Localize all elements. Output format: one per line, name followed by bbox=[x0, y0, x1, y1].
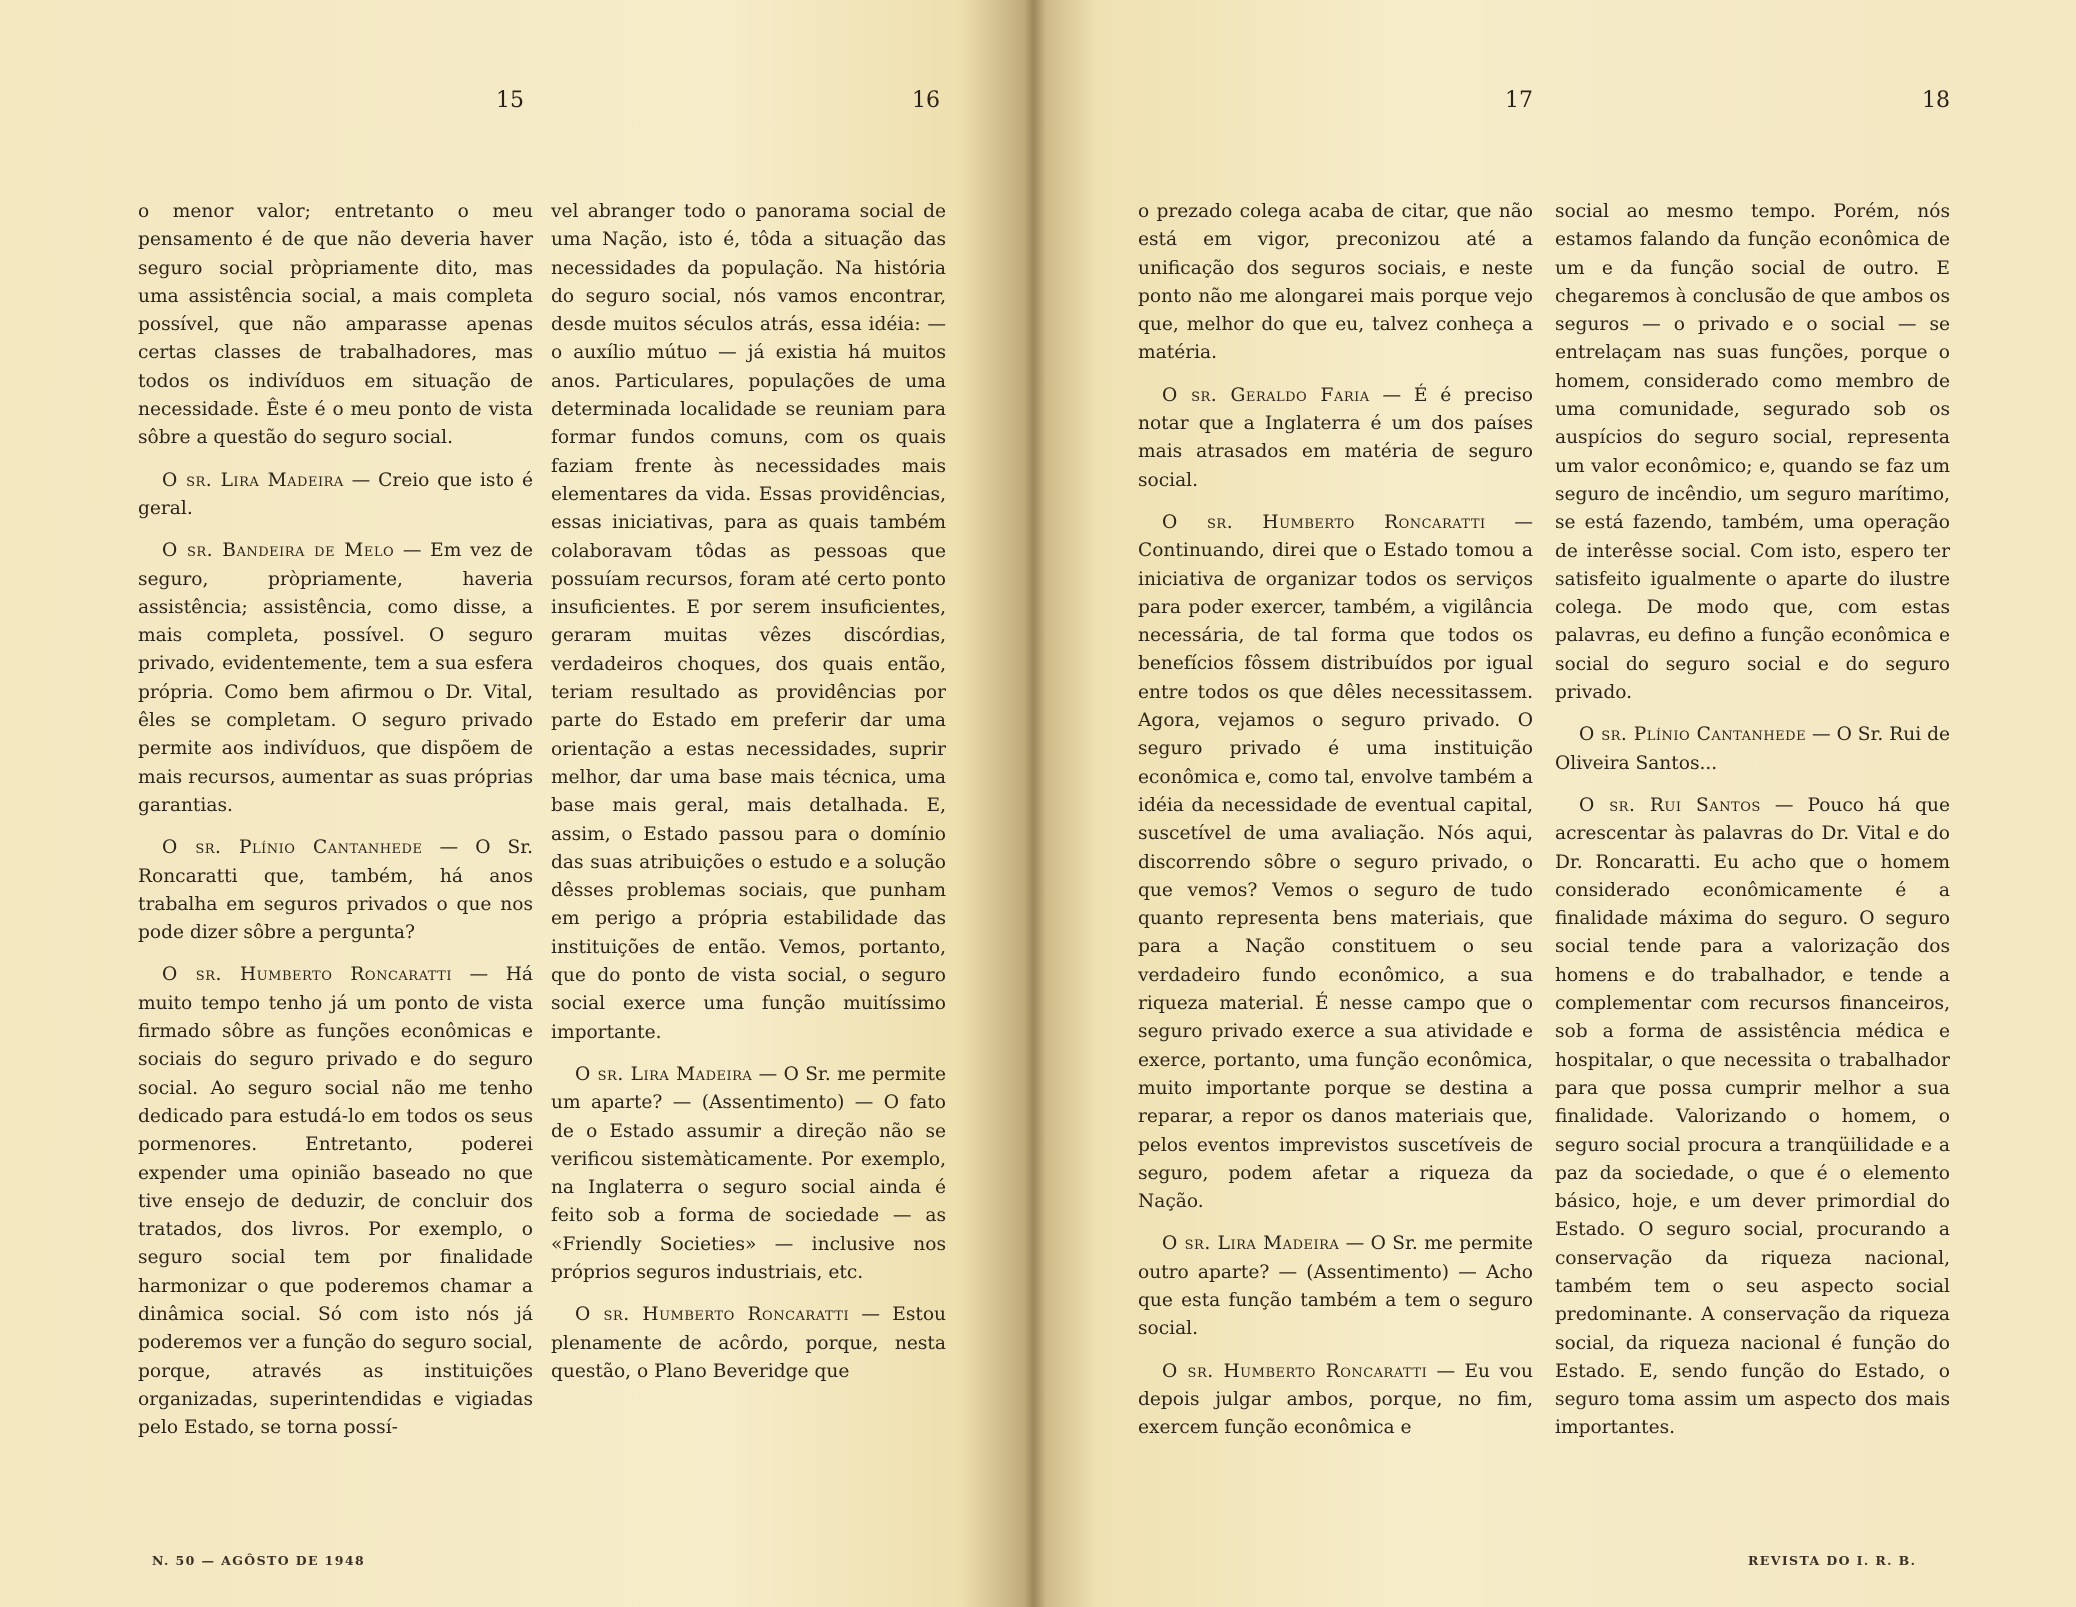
paragraph-text: o menor valor; entretanto o meu pensamento é de que não deveria haver seguro social pròpriamente dito, mas uma assistência social, a mais completa possível, que não amparasse apenas certas classes de trabalhadores, mas todos os indivíduos em situação de necessidade. Êste é o meu ponto de vista sôbre a questão do seguro social. bbox=[138, 201, 533, 449]
page-18-column bbox=[1555, 198, 1950, 1457]
paragraph-text: o prezado colega acaba de citar, que não está em vigor, preconizou até a unificação dos seguros sociais, e neste ponto não me alongarei mais porque vejo que, melhor do que eu, talvez conheça a matéria. bbox=[1138, 201, 1533, 364]
speaker-name: O sr. Humberto Roncaratti bbox=[575, 1304, 850, 1326]
paragraph-text: — É é preciso notar que a Inglaterra é um dos países mais atrasados em matéria de seguro social. bbox=[1138, 384, 1533, 491]
footer-issue-date: N. 50 — AGÔSTO DE 1948 bbox=[152, 1553, 366, 1568]
paragraph-text: — O Sr. Rui de Oliveira Santos... bbox=[1555, 724, 1950, 774]
paragraph bbox=[138, 198, 533, 453]
paragraph-text: — Creio que isto é geral. bbox=[138, 469, 533, 519]
speaker-name: O sr. Lira Madeira bbox=[575, 1063, 753, 1085]
page-gutter bbox=[1024, 0, 1046, 1607]
speaker-name: O sr. Geraldo Faria bbox=[1162, 384, 1370, 406]
page-15-column bbox=[138, 198, 533, 1456]
speaker-name: O sr. Humberto Roncaratti bbox=[1162, 1360, 1428, 1382]
paragraph bbox=[1138, 1230, 1533, 1343]
paragraph bbox=[138, 467, 533, 524]
page-number-15: 15 bbox=[496, 88, 524, 113]
page-number-16: 16 bbox=[912, 88, 940, 113]
paragraph bbox=[1555, 721, 1950, 778]
paragraph-text: vel abranger todo o panorama social de uma Nação, isto é, tôda a situação das necessidades da população. Na história do seguro social, nós vamos encontrar, desde muitos séculos atrás, essa idéia: — o auxílio mútuo — já existia há muitos anos. Particulares, populações de uma determinada localidade se reuniam para formar fundos comuns, com os quais faziam frente às necessidades mais elementares da vida. Essas providências, essas iniciativas, para as quais também colaboravam tôdas as pessoas que possuíam recursos, foram até certo ponto insuficientes. E por serem insuficientes, geraram muitas vêzes discórdias, verdadeiros choques, dos quais então, teriam resultado as providências por parte do Estado em preferir dar uma orientação a estas necessidades, suprir melhor, dar uma base mais técnica, uma base mais geral, mais detalhada. E, assim, o Estado passou para o domínio das suas atribuições o estudo e a solução dêsses problemas sociais, que punham em perigo a própria estabilidade das instituições de então. Vemos, portanto, que do ponto de vista social, o seguro social exerce uma função muitíssimo importante. bbox=[551, 201, 946, 1043]
page-number-17: 17 bbox=[1505, 88, 1533, 113]
paragraph bbox=[551, 1061, 946, 1287]
paragraph bbox=[1555, 198, 1950, 707]
paragraph-text: — Continuando, direi que o Estado tomou a iniciativa de organizar todos os serviços para poder exercer, também, a vigilância necessária, de tal forma que todos os benefícios fôssem distribuídos por igual entre todos os que dêles necessitassem. Agora, vejamos o seguro privado. O seguro privado é uma instituição econômica e, como tal, envolve também a idéia da necessidade de eventual capital, suscetível de uma avaliação. Nós aqui, discorrendo sôbre o seguro privado, o que vemos? Vemos o seguro de tudo quanto representa bens materiais, que para a Nação constituem o seu verdadeiro fundo econômico, a sua riqueza material. É nesse campo que o seguro privado exerce a sua atividade e exerce, portanto, uma função econômica, muito importante porque se destina a reparar, a repor os danos materiais que, pelos eventos imprevistos suscetíveis de seguro, podem afetar a riqueza da Nação. bbox=[1138, 511, 1533, 1213]
footer-journal-name: REVISTA DO I. R. B. bbox=[1748, 1553, 1917, 1568]
speaker-name: O sr. Plínio Cantanhede bbox=[1579, 724, 1807, 746]
paragraph bbox=[138, 537, 533, 820]
paragraph bbox=[138, 834, 533, 947]
paragraph-text: — Estou plenamente de acôrdo, porque, nesta questão, o Plano Beveridge que bbox=[551, 1304, 947, 1382]
speaker-name: O sr. Rui Santos bbox=[1579, 794, 1761, 816]
paragraph-text: — O Sr. me permite outro aparte? — (Assentimento) — Acho que esta função também a tem o seguro social. bbox=[1138, 1233, 1533, 1340]
paragraph-text: — O Sr. me permite um aparte? — (Assentimento) — O fato de o Estado assumir a direção não se verificou sistemàticamente. Por exemplo, na Inglaterra o seguro social ainda é feito sob a forma de sociedade — as «Friendly Societies» — inclusive nos próprios seguros industriais, etc. bbox=[551, 1063, 946, 1283]
paragraph bbox=[1555, 792, 1950, 1443]
speaker-name: O sr. Lira Madeira bbox=[1162, 1233, 1340, 1255]
page-number-18: 18 bbox=[1922, 88, 1950, 113]
page-16-column bbox=[551, 198, 946, 1400]
paragraph bbox=[1138, 509, 1533, 1216]
paragraph-text: — Pouco há que acrescentar às palavras do Dr. Vital e do Dr. Roncaratti. Eu acho que o homem considerado econômicamente é a finalidade máxima do seguro. O seguro social tende para a valorização dos homens e do trabalhador, e tende a complementar com recursos financeiros, sob a forma de assistência médica e hospitalar, o que necessita o trabalhador para que possa cumprir melhor a sua finalidade. Valorizando o homem, o seguro social procura a tranqüilidade e a paz da sociedade, o que é o elemento básico, hoje, e um dever primordial do Estado. O seguro social, procurando a conservação da riqueza nacional, também tem o seu aspecto social predominante. A conservação da riqueza social, da riqueza nacional é função do Estado. E, sendo função do Estado, o seguro toma assim um aspecto dos mais importantes. bbox=[1555, 794, 1950, 1439]
paragraph bbox=[1138, 1358, 1533, 1443]
speaker-name: O sr. Humberto Roncaratti bbox=[1162, 511, 1486, 533]
paragraph-text: social ao mesmo tempo. Porém, nós estamos falando da função econômica de um e da função social de outro. E chegaremos à conclusão de que ambos os seguros — o privado e o social — se entrelaçam nas suas funções, porque o homem, considerado como membro de uma comunidade, segurado sob os auspícios do seguro social, representa um valor econômico; e, quando se faz um seguro de incêndio, um seguro marítimo, se está fazendo, também, uma operação de interêsse social. Com isto, espero ter satisfeito igualmente o aparte do ilustre colega. De modo que, com estas palavras, eu defino a função econômica e social do seguro social e do seguro privado. bbox=[1555, 201, 1950, 704]
paragraph-text: — Há muito tempo tenho já um ponto de vista firmado sôbre as funções econômicas e sociais do seguro privado e do seguro social. Ao seguro social não me tenho dedicado para estudá-lo em todos os seus pormenores. Entretanto, poderei expender uma opinião baseado no que tive ensejo de deduzir, de concluir dos tratados, dos livros. Por exemplo, o seguro social tem por finalidade harmonizar o que poderemos chamar a dinâmica social. Só com isto nós já poderemos ver a função do seguro social, porque, através as instituições organizadas, superintendidas e vigiadas pelo Estado, se torna possí- bbox=[138, 964, 533, 1439]
speaker-name: O sr. Plínio Cantanhede bbox=[162, 837, 423, 859]
paragraph bbox=[1138, 382, 1533, 495]
page-17-column bbox=[1138, 198, 1533, 1456]
speaker-name: O sr. Humberto Roncaratti bbox=[162, 964, 452, 986]
paragraph-text: — O Sr. Roncaratti que, também, há anos trabalha em seguros privados o que nos pode dizer sôbre a pergunta? bbox=[138, 837, 534, 944]
paragraph bbox=[138, 961, 533, 1442]
paragraph bbox=[551, 1301, 946, 1386]
speaker-name: O sr. Lira Madeira bbox=[162, 469, 344, 491]
paragraph-text: — Eu vou depois julgar ambos, porque, no fim, exercem função econômica e bbox=[1138, 1360, 1533, 1439]
paragraph-text: — Em vez de seguro, pròpriamente, haveria assistência; assistência, como disse, a mais completa, possível. O seguro privado, evidentemente, tem a sua esfera própria. Como bem afirmou o Dr. Vital, êles se completam. O seguro privado permite aos indivíduos, que dispõem de mais recursos, aumentar as suas próprias garantias. bbox=[138, 540, 533, 816]
speaker-name: O sr. Bandeira de Melo bbox=[162, 540, 395, 562]
paragraph bbox=[1138, 198, 1533, 368]
paragraph bbox=[551, 198, 946, 1047]
